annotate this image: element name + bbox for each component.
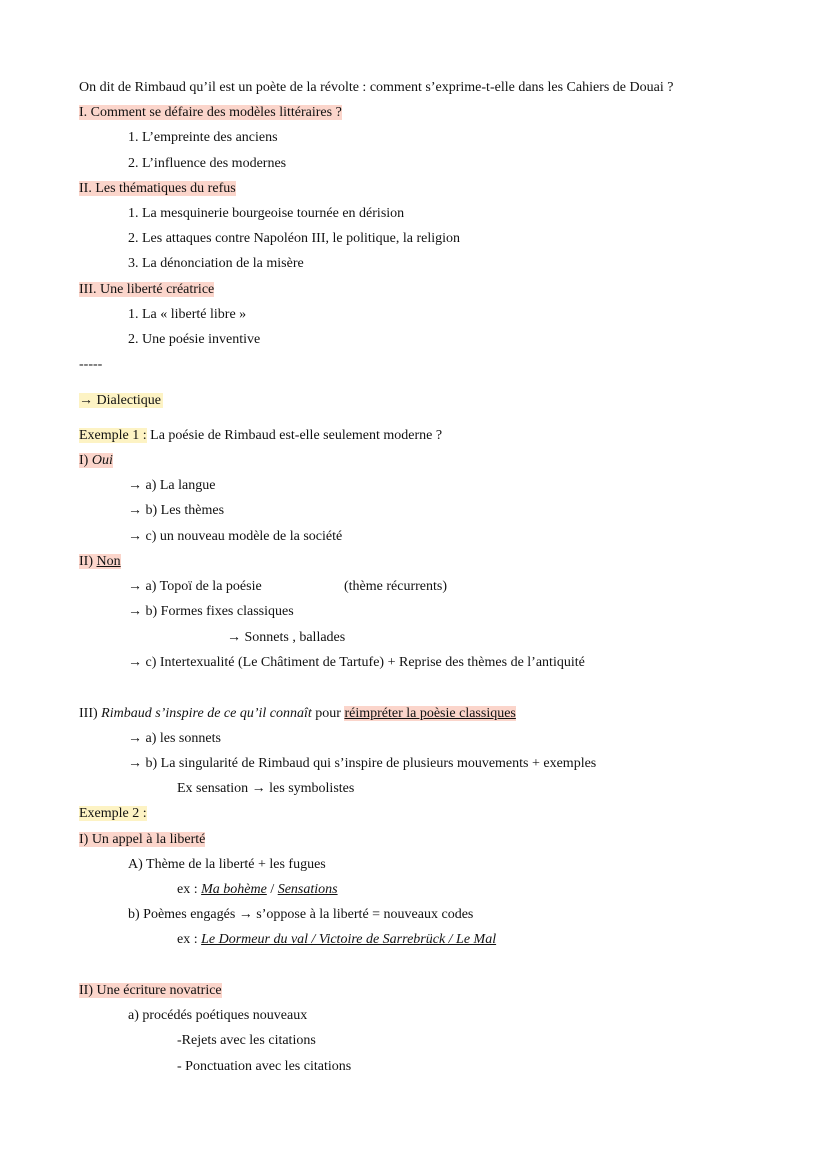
ex1-part3-title: III) Rimbaud s’inspire de ce qu’il connaît pour réimpréter la poèsie classiques [79, 706, 516, 721]
ex2-part2-item: a) procédés poétiques nouveaux [128, 1008, 308, 1023]
ex2-part1-title: I) Un appel à la liberté [79, 832, 206, 847]
plan1-part1-title: I. Comment se défaire des modèles littéraires ? [79, 105, 342, 120]
separator: ----- [79, 357, 103, 372]
plan1-part2-item: 3. La dénonciation de la misère [128, 256, 304, 271]
ex1-part3-item: → b) La singularité de Rimbaud qui s’inspire de plusieurs mouvements + exemples [128, 756, 597, 771]
ex2-part1-item: A) Thème de la liberté + les fugues [128, 857, 326, 872]
plan1-part2-item: 1. La mesquinerie bourgeoise tournée en dérision [128, 206, 405, 221]
ex2-part2-subitem: - Ponctuation avec les citations [177, 1059, 352, 1074]
ex1-part2-title: II) Non [79, 554, 121, 569]
ex1-part2-subitem: → Sonnets , ballades [227, 630, 346, 645]
ex2-part1-example: ex : Le Dormeur du val / Victoire de Sarrebrück / Le Mal [177, 932, 497, 947]
ex1-part1-item: → c) un nouveau modèle de la société [128, 529, 343, 544]
plan1-part2-item: 2. Les attaques contre Napoléon III, le politique, la religion [128, 231, 461, 246]
ex1-part2-item: → a) Topoï de la poésie [128, 579, 262, 594]
plan1-part1-item: 1. L’empreinte des anciens [128, 130, 278, 145]
ex1-part2-item: → c) Intertexualité (Le Châtiment de Tartufe) + Reprise des thèmes de l’antiquité [128, 655, 585, 670]
ex1-part1-item: → b) Les thèmes [128, 503, 225, 518]
ex2-part1-example: ex : Ma bohème / Sensations [177, 882, 338, 897]
plan1-part2-title: II. Les thématiques du refus [79, 181, 236, 196]
main-question: On dit de Rimbaud qu’il est un poète de la révolte : comment s’exprime-t-elle dans les Cahiers de Douai ? [79, 80, 674, 95]
ex1-part2-note: (thème récurrents) [344, 579, 447, 594]
example1-heading: Exemple 1 : La poésie de Rimbaud est-elle seulement moderne ? [79, 428, 443, 443]
ex2-part2-title: II) Une écriture novatrice [79, 983, 222, 998]
dialectique-heading: → Dialectique [79, 393, 162, 408]
ex1-part1-item: → a) La langue [128, 478, 216, 493]
ex2-part1-item: b) Poèmes engagés → s’oppose à la liberté = nouveaux codes [128, 907, 474, 922]
example2-heading: Exemple 2 : [79, 806, 147, 821]
ex1-part1-title: I) Oui [79, 453, 113, 468]
plan1-part3-item: 1. La « liberté libre » [128, 307, 247, 322]
ex1-part3-example: Ex sensation → les symbolistes [177, 781, 355, 796]
plan1-part3-item: 2. Une poésie inventive [128, 332, 261, 347]
ex1-part3-item: → a) les sonnets [128, 731, 221, 746]
plan1-part3-title: III. Une liberté créatrice [79, 282, 215, 297]
ex1-part2-item: → b) Formes fixes classiques [128, 604, 294, 619]
ex2-part2-subitem: -Rejets avec les citations [177, 1033, 316, 1048]
plan1-part1-item: 2. L’influence des modernes [128, 156, 287, 171]
